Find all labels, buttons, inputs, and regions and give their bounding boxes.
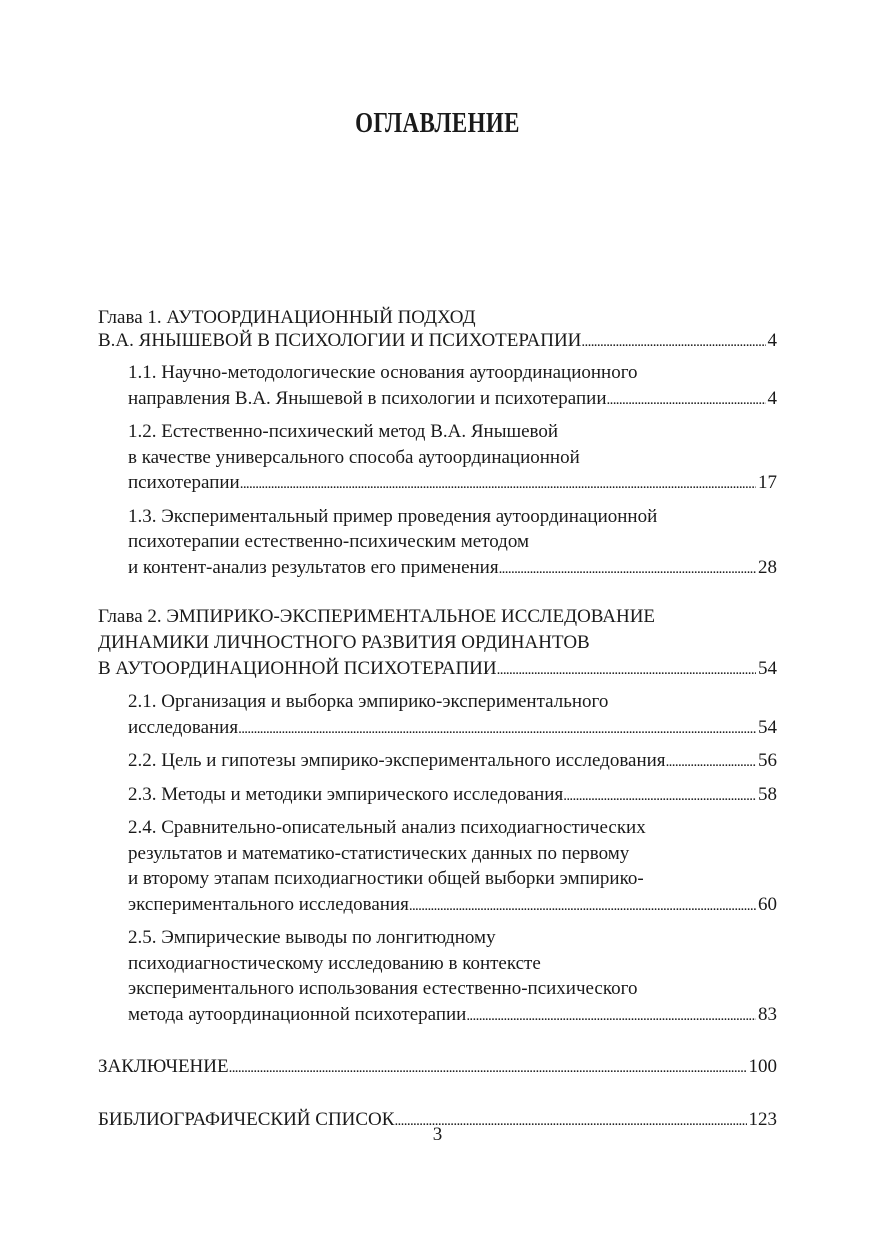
dot-leader — [607, 386, 766, 414]
dot-leader — [238, 715, 756, 743]
toc-line: исследования — [128, 716, 239, 738]
toc-line: результатов и математико-статистических данных по первому — [128, 842, 630, 864]
dot-leader — [466, 1002, 756, 1030]
dot-leader — [666, 748, 756, 776]
toc-line: 2.3. Методы и методики эмпирического исследования — [128, 783, 564, 805]
toc-line: В.А. ЯНЫШЕВОЙ В ПСИХОЛОГИИ И ПСИХОТЕРАПИИ — [98, 330, 582, 351]
dot-leader — [409, 892, 756, 920]
toc-line: экспериментального использования естественно-психического — [128, 978, 638, 999]
dot-leader — [563, 782, 756, 810]
toc-line: 2.5. Эмпирические выводы по лонгитюдному — [128, 927, 496, 948]
page-ref: 58 — [758, 783, 777, 805]
toc-line: направления В.А. Янышевой в психологии и психотерапии — [128, 387, 607, 409]
dot-leader — [497, 656, 756, 683]
toc-line: 2.4. Сравнительно-описательный анализ психодиагностических — [128, 817, 646, 838]
toc-section-2-2[interactable] — [128, 748, 777, 776]
toc-line: ЗАКЛЮЧЕНИЕ — [98, 1056, 229, 1077]
toc-chapter-1[interactable] — [98, 306, 777, 354]
toc-line: в качестве универсального способа аутоординационной — [128, 446, 580, 468]
toc-line: 2.1. Организация и выборка эмпирико-экспериментального — [128, 691, 609, 712]
page-number: 3 — [432, 1124, 443, 1145]
toc-line: психодиагностическому исследованию в контексте — [128, 952, 541, 974]
toc-line: и второму этапам психодиагностики общей выборки эмпирико- — [128, 868, 644, 889]
toc-section-2-4[interactable] — [128, 815, 777, 919]
page-ref: 54 — [758, 658, 777, 679]
toc-line: В АУТООРДИНАЦИОННОЙ ПСИХОТЕРАПИИ — [98, 658, 497, 679]
dot-leader — [581, 329, 765, 354]
page-ref: 4 — [767, 387, 777, 409]
toc-line: 1.1. Научно-методологические основания аутоординационного — [128, 362, 638, 383]
toc-line: психотерапии естественно-психическим методом — [128, 531, 530, 552]
page-ref: 123 — [748, 1109, 777, 1130]
toc-section-1-1[interactable] — [128, 360, 777, 413]
page-ref: 83 — [758, 1003, 777, 1025]
toc-section-1-3[interactable] — [128, 504, 777, 583]
dot-leader — [229, 1055, 747, 1080]
page-ref: 17 — [758, 472, 777, 493]
toc-line: 1.3. Экспериментальный пример проведения аутоординационной — [128, 505, 658, 527]
page-ref: 28 — [758, 556, 777, 578]
toc-line: ДИНАМИКИ ЛИЧНОСТНОГО РАЗВИТИЯ ОРДИНАНТОВ — [98, 632, 590, 653]
page-ref: 4 — [767, 330, 777, 351]
page-ref: 60 — [758, 893, 777, 915]
toc-conclusion[interactable] — [98, 1055, 777, 1080]
toc-section-2-5[interactable] — [128, 925, 777, 1029]
page-ref: 100 — [748, 1056, 777, 1077]
page-title: ОГЛАВЛЕНИЕ — [355, 108, 520, 139]
dot-leader — [499, 555, 756, 583]
toc-line: 1.2. Естественно-психический метод В.А. Янышевой — [128, 421, 559, 442]
toc-chapter-2[interactable] — [98, 604, 777, 683]
toc-line: БИБЛИОГРАФИЧЕСКИЙ СПИСОК — [98, 1109, 395, 1130]
dot-leader — [240, 470, 756, 498]
page-ref: 54 — [758, 716, 777, 738]
toc-line: Глава 2. ЭМПИРИКО-ЭКСПЕРИМЕНТАЛЬНОЕ ИССЛЕДОВАНИЕ — [98, 606, 656, 627]
toc-section-2-3[interactable] — [128, 782, 777, 810]
toc-section-2-1[interactable] — [128, 689, 777, 742]
toc-line: Глава 1. АУТООРДИНАЦИОННЫЙ ПОДХОД — [98, 307, 476, 328]
toc-line: психотерапии — [128, 472, 240, 493]
toc-line: экспериментального исследования — [128, 893, 409, 915]
toc-line: 2.2. Цель и гипотезы эмпирико-экспериментального исследования — [128, 750, 666, 771]
toc-section-1-2[interactable] — [128, 419, 777, 498]
table-of-contents — [98, 306, 777, 1133]
page-ref: 56 — [758, 750, 777, 771]
toc-line: метода аутоординационной психотерапии — [128, 1003, 467, 1025]
toc-line: и контент-анализ результатов его применения — [128, 556, 499, 578]
